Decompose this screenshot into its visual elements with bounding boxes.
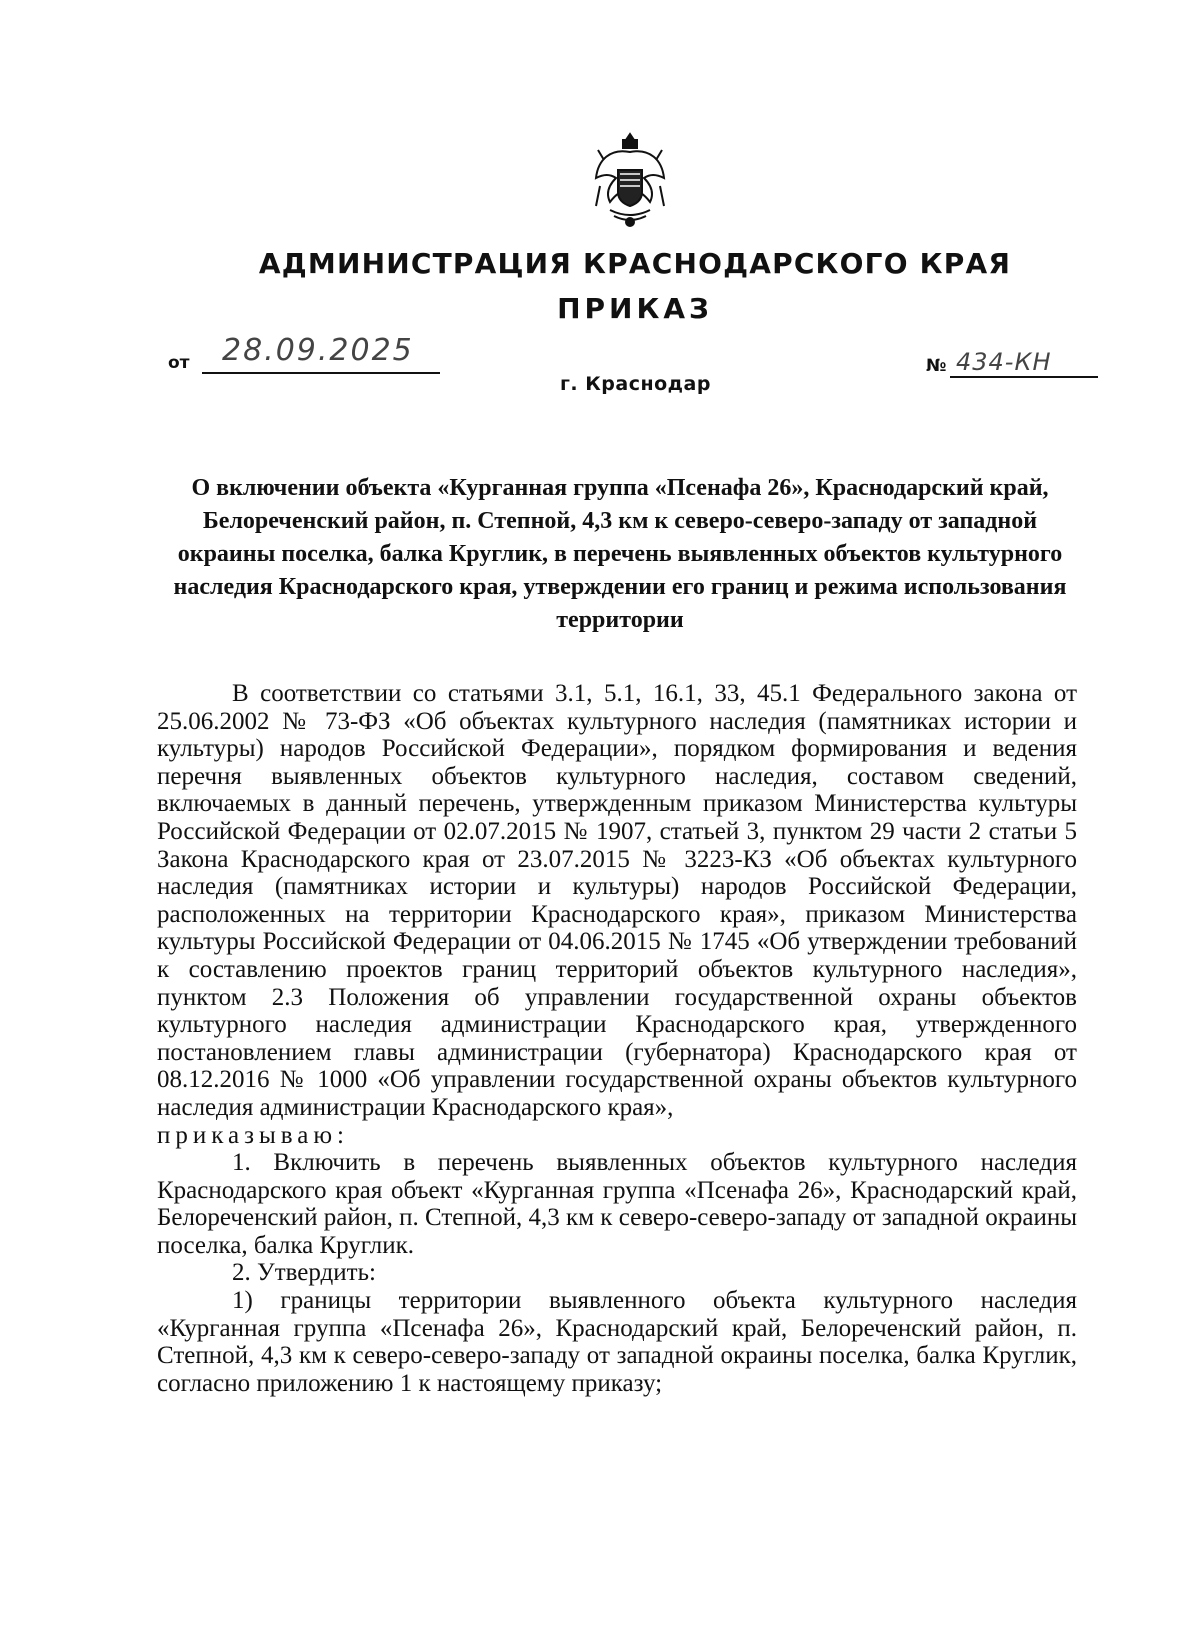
number-underline — [950, 376, 1098, 378]
order-word: приказываю: — [157, 1121, 349, 1149]
document-subject: О включении объекта «Курганная группа «Псенафа 26», Краснодарский край, Белореченский район, п. Степной, 4,3 км к северо-северо-западу от западной окраины поселка, балка Круглик, в перечень выявленных объектов культурного наследия Краснодарского края, утверждении его границ и режима использования территории — [173, 475, 1067, 633]
organization-title: АДМИНИСТРАЦИЯ КРАСНОДАРСКОГО КРАЯ — [258, 247, 1012, 280]
date-handwritten: 28.09.2025 — [222, 333, 414, 368]
item-2-1-paragraph: 1) границы территории выявленного объекта культурного наследия «Курганная группа «Псенафа 26», Краснодарский край, Белореченский район, п. Степной, 4,3 км к северо-северо-западу от западной окраины поселка, балка Круглик, согласно приложению 1 к настоящему приказу; — [157, 1287, 1077, 1397]
document-type: ПРИКАЗ — [557, 292, 713, 325]
item-1-paragraph: 1. Включить в перечень выявленных объектов культурного наследия Краснодарского края объект «Курганная группа «Псенафа 26», Краснодарский край, Белореченский район, п. Степной, 4,3 км к северо-северо-западу от западной окраины поселка, балка Круглик. — [157, 1149, 1077, 1259]
date-underline — [202, 372, 440, 374]
number-label: № — [926, 356, 947, 376]
item-2-paragraph: 2. Утвердить: — [232, 1259, 376, 1287]
city: г. Краснодар — [560, 373, 711, 395]
coat-of-arms-icon — [590, 130, 670, 230]
document-body — [157, 680, 1077, 1397]
date-label: от — [168, 353, 190, 373]
preamble-paragraph: В соответствии со статьями 3.1, 5.1, 16.1, 33, 45.1 Федерального закона от 25.06.2002 № 73-ФЗ «Об объектах культурного наследия (памятниках истории и культуры) народов Российской Федерации», порядком формирования и ведения перечня выявленных объектов культурного наследия, составом сведений, включаемых в данный перечень, утвержденным приказом Министерства культуры Российской Федерации от 02.07.2015 № 1907, статьей 3, пунктом 29 части 2 статьи 5 Закона Краснодарского края от 23.07.2015 № 3223-КЗ «Об объектах культурного наследия (памятниках истории и культуры) народов Российской Федерации, расположенных на территории Краснодарского края», приказом Министерства культуры Российской Федерации от 04.06.2015 № 1745 «Об утверждении требований к составлению проектов границ территорий объектов культурного наследия», пунктом 2.3 Положения об управлении государственной охраны объектов культурного наследия администрации Краснодарского края, утвержденного постановлением главы администрации (губернатора) Краснодарского края от 08.12.2016 № 1000 «Об управлении государственной охраны объектов культурного наследия администрации Краснодарского края», — [157, 680, 1077, 1121]
number-handwritten: 434-КН — [956, 348, 1052, 376]
